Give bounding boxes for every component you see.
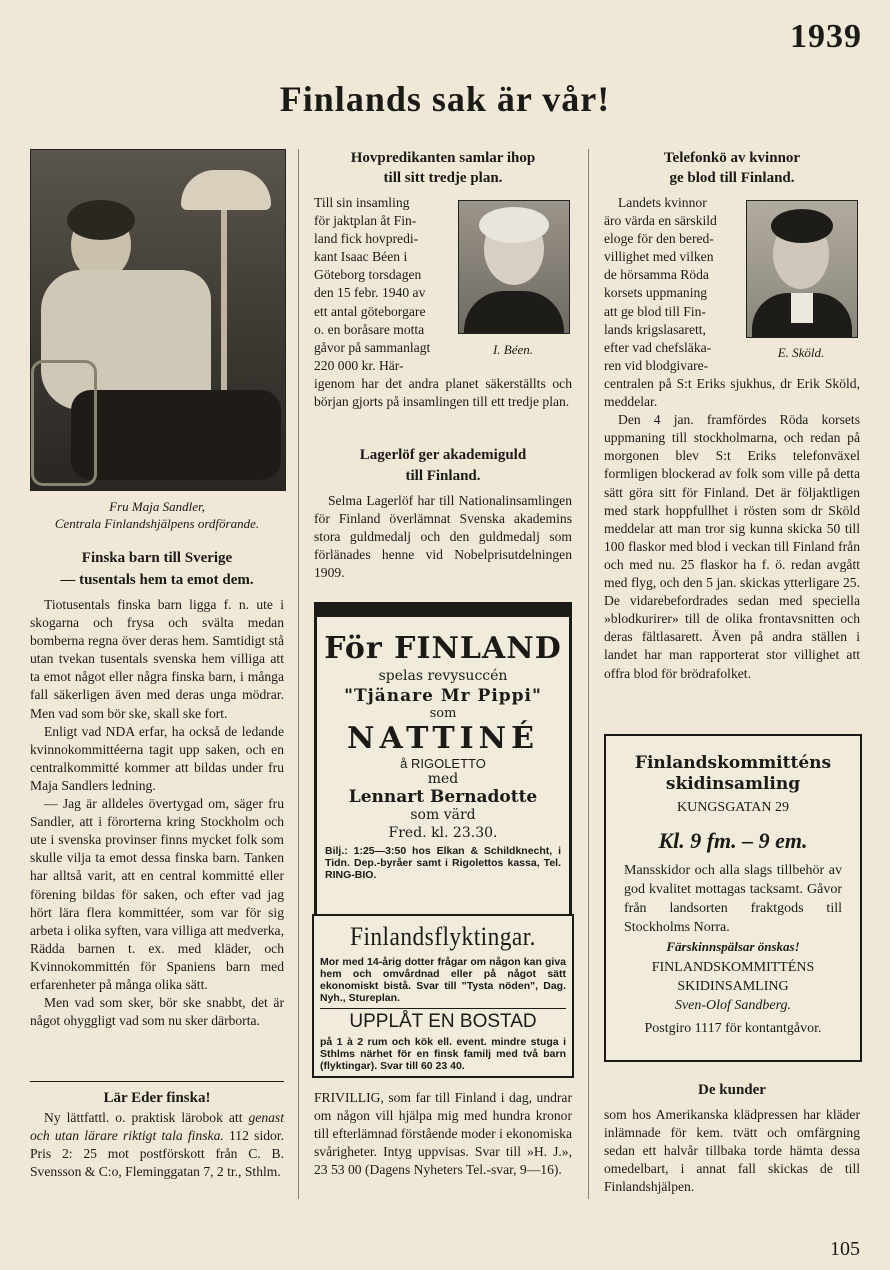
headline-lar-finska: Lär Eder finska! (103, 1090, 211, 1106)
ad-title: skidinsamling (665, 774, 801, 794)
paragraph: Men vad som sker, bör ske snabbt, det är något ohyggligt vad som nu sker därborta. (30, 995, 284, 1029)
article-finska-barn (30, 596, 284, 1030)
headline-hovpredikanten: Hovpredikanten samlar ihop (350, 150, 536, 166)
ad-hours: Kl. 9 fm. – 9 em. (658, 828, 808, 853)
divider (30, 1081, 284, 1082)
photo-caption-sandler-2: Centrala Finlandshjälpens ordförande. (54, 516, 260, 531)
subheadline-hovpredikanten: till sitt tredje plan. (383, 170, 503, 186)
paragraph: Enligt vad NDA erfar, ha också de ledande kvinnokommittéerna tagit upp saken, och en centralkommitté kommer att bildas under fru Maja Sandlers ledning. (30, 723, 284, 793)
ad-host-name: Lennart Bernadotte (348, 787, 538, 807)
ad-top-bar (317, 605, 569, 617)
ad-for-finland (314, 602, 572, 918)
text: Ny lättfattl. o. praktisk lärobok att (44, 1110, 249, 1125)
photo-maja-sandler (30, 149, 286, 491)
subheadline-telefonko: ge blod till Finland. (669, 170, 795, 186)
ad-show-name: "Tjänare Mr Pippi" (344, 686, 542, 706)
ad-ticket-info: Bilj.: 1:25—3:50 hos Elkan & Schildknecht, i Tidn. Dep.-byråer samt i Rigolettos kassa, Tel. RING-BIO. (325, 845, 561, 881)
article-frivillig (314, 1089, 572, 1179)
ad-text: Mansskidor och alla slags tillbehör av god kvalitet mottagas tacksamt. Gåvor från landsorten fraktgods till Stockholms Norra. (624, 863, 842, 935)
paragraph: — Jag är alldeles övertygad om, säger fru Sandler, att i förorterna kring Stockholm och ute i svenska provinser finns mycket folk som skulle vilja ta emot dessa finska barn. Tanken har alltså varit, att en central kommitté eller förening bildas för saken, och efter vad jag hört lära flera kommittéer, som var för sig arbeta i olika syften, vara villiga att medverka, Rädda barnen t. ex. med kläder, och Kvinnokommittén för Spaniens barn med erfarenheter på många olika sätt. (30, 796, 284, 992)
ad-text: på 1 à 2 rum och kök ell. event. mindre stuga i Sthlms närhet för en finsk familj med två barn (flyktingar). Svar till 60 23 40. (320, 1036, 566, 1072)
ad-address: KUNGSGATAN 29 (676, 800, 790, 815)
text-line: äro värda en särskild (604, 213, 717, 229)
text: 112 sidor. Pris 2: 25 mot postförskott från C. B. Svensson & C:o, Fleminggatan 7, 2 tr., Sthlm. (30, 1128, 284, 1180)
page-number: 105 (830, 1238, 860, 1260)
ad-title: För FINLAND (324, 631, 562, 666)
photo-caption-skold: E. Sköld. (777, 345, 825, 360)
text-line: kant Isaac Béen i (314, 249, 408, 265)
text-line: den 15 febr. 1940 av (314, 285, 426, 301)
column-rule (298, 149, 299, 1199)
text-line: Landets kvinnor (618, 195, 707, 210)
photo-erik-skold (746, 200, 858, 338)
photo-caption-been: I. Béen. (492, 342, 534, 357)
ad-line: som (429, 706, 457, 721)
photo-isaac-been (458, 200, 570, 334)
paragraph: centralen på S:t Eriks sjukhus, dr Erik Sköld, meddelar. (604, 376, 860, 410)
column-rule (588, 149, 589, 1199)
text-line: Till sin insamling (314, 195, 410, 210)
ad-line: med (427, 771, 459, 787)
text-line: eloge för den bered- (604, 231, 714, 247)
article-hovpredikanten-rest (314, 375, 572, 411)
ad-title: Finlandskommitténs (634, 753, 832, 773)
paragraph: som hos Amerikanska klädpressen har kläder inlämnade för kem. tvätt och omfärgning sedan ett halvår tillbaka torde hämta dessa omedelbart, i annat fall skickas de till Finlandshjälpen. (604, 1107, 860, 1195)
ad-note: Färskinnspälsar önskas! (666, 939, 800, 954)
text-line: korsets uppmaning (604, 285, 708, 301)
text-line: land fick hovpredi- (314, 231, 419, 247)
text-line: ett antal göteborgare (314, 303, 426, 319)
italic-text: genast och utan lärare riktigt tala finska. (30, 1110, 284, 1144)
text-line: ren vid blodgivare- (604, 357, 709, 373)
subheadline-finska-barn: — tusentals hem ta emot dem. (60, 572, 254, 588)
ad-line: som värd (410, 807, 476, 823)
text-line: gåvor på sammanlagt (314, 339, 431, 355)
paragraph: igenom har det andra planet säkerställts och början gjorts på insamlingen till ett tredje plan. (314, 376, 572, 410)
ad-postgiro: Postgiro 1117 för kontantgåvor. (644, 1021, 822, 1036)
headline-finska-barn: Finska barn till Sverige (81, 550, 233, 566)
article-telefonko-rest (604, 375, 860, 683)
paragraph: Den 4 jan. framfördes Röda korsets uppmaning till stockholmarna, och redan på morgonen blev S:t Eriks telefonväxel formligen blockerad av folk som ville på detta sätt göra sitt för Finland. Det är följaktligen med stark hoppfullhet i rösten som dr Sköld meddelar att man tror sig kunna skicka 50 till 100 flaskor med blod i veckan till Finland från och med nu. 25 flaskor ha f. ö. redan avgått med flyg, och den 5 jan. skickas ytterligare 25. De vidarebefordrades sedan med speciella »blodkurirer» till de olika frontavsnitten och deras fältlasarett. Även på andra ställen i landet har man rapporterat stor villighet att offra blod för brödrafolket. (604, 412, 860, 681)
page-year: 1939 (790, 18, 862, 55)
subheadline-lagerlof: till Finland. (405, 468, 481, 484)
text-line: Göteborg torsdagen (314, 267, 422, 283)
ad-nattine: NATTINÉ (347, 721, 539, 756)
article-lagerlof (314, 492, 572, 582)
text-line: för jaktplan åt Fin- (314, 213, 417, 229)
text-line: att ge blod till Fin- (604, 303, 706, 319)
ad-signature: Sven-Olof Sandberg. (674, 998, 792, 1013)
text-line: lands krigslasarett, (604, 321, 706, 337)
ad-line: spelas revysuccén (378, 668, 508, 684)
ad-org-name: FINLANDSKOMMITTÉNS (651, 960, 815, 975)
ad-org-name: SKIDINSAMLING (677, 979, 789, 994)
article-telefonko-lines (604, 194, 740, 375)
text-line: de hörsamma Röda (604, 267, 709, 283)
headline-lagerlof: Lagerlöf ger akademiguld (359, 447, 527, 463)
text-line: villighet med vilken (604, 249, 714, 265)
paragraph: Selma Lagerlöf har till Nationalinsamlingen för Finland överlämnat Svenska akademins stora guldmedalj och den guldmedalj som förlänades henne vid Nobelprisutdelningen 1909. (314, 493, 572, 581)
ad-text: Mor med 14-årig dotter frågar om någon kan giva hem och omvårdnad eller på något sätt ekonomiskt bistå. Svar till "Tysta nöden", Dag. Nyh., Stureplan. (320, 956, 566, 1004)
article-hovpredikanten-lines (314, 194, 454, 375)
ad-title: Finlandsflyktingar. (349, 922, 536, 951)
text-line: 220 000 kr. Här- (314, 357, 404, 373)
article-lar-finska (30, 1109, 284, 1181)
article-de-kunder (604, 1106, 860, 1196)
divider (320, 1008, 566, 1009)
paragraph: FRIVILLIG, som far till Finland i dag, undrar om någon vill hjälpa mig med hundra kronor till efterlämnad förstående moder i ekonomiska svårigheter. Intyg uppvisas. Svar till »H. J.», 23 53 00 (Dagens Nyheters Tel.-svar, 9—16). (314, 1090, 572, 1178)
ad-line: Fred. kl. 23.30. (388, 825, 498, 841)
ad-line: å RIGOLETTO (400, 756, 486, 771)
headline-de-kunder: De kunder (698, 1082, 766, 1098)
ad-skidinsamling (604, 734, 862, 1062)
headline-telefonko: Telefonkö av kvinnor (663, 150, 801, 166)
page-title: Finlands sak är vår! (279, 79, 611, 119)
photo-caption-sandler-1: Fru Maja Sandler, (109, 499, 205, 514)
text-line: efter vad chefsläka- (604, 339, 712, 355)
text-line: o. en boråsare motta (314, 321, 425, 337)
ad-subtitle: UPPLÅT EN BOSTAD (349, 1011, 537, 1032)
ad-finlandsflyktingar (312, 914, 574, 1078)
paragraph: Tiotusentals finska barn ligga f. n. ute i skogarna och frysa och svälta medan bomberna regna över deras hem. Samtidigt stå utan tvekan tusentals svenska hem villiga att ta emot något eller några finska barn, i många fall säkerligen även med deras unga mödrar. Men vad som bör ske, skall ske fort. (30, 597, 284, 721)
